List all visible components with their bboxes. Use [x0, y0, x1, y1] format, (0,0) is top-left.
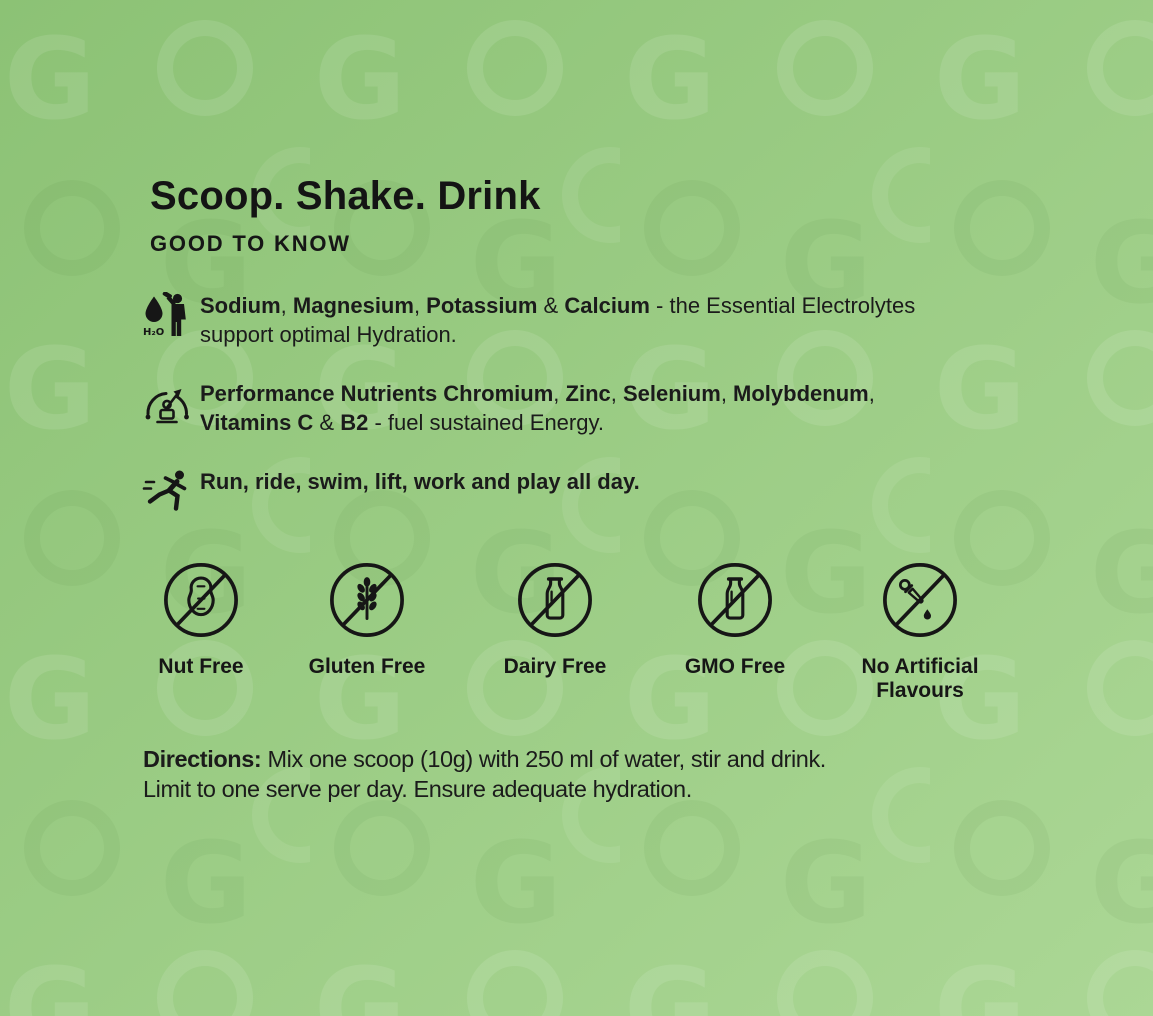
runner-icon — [141, 468, 193, 514]
directions-line-1: Directions: Mix one scoop (10g) with 250 ml of water, stir and drink. — [143, 746, 826, 772]
no-nut-icon — [162, 561, 240, 639]
bullet-hydration-text: Sodium, Magnesium, Potassium & Calcium - the Essential Electrolytes support optimal Hydration. — [200, 293, 916, 347]
benefit-list — [141, 291, 1041, 544]
no-gmo-icon — [696, 561, 774, 639]
badge-dairy-free — [463, 561, 647, 679]
bullet-performance-text: Performance Nutrients Chromium, Zinc, Selenium, Molybdenum, Vitamins C & B2 - fuel sustained Energy. — [200, 381, 875, 435]
directions-text — [143, 744, 963, 804]
page-title: Scoop. Shake. Drink — [150, 174, 541, 218]
directions-line-2: Limit to one serve per day. Ensure adequate hydration. — [143, 776, 692, 802]
directions-label: Directions: — [143, 746, 262, 772]
bullet-hydration — [141, 291, 1041, 349]
badge-no-artificial-flavours — [828, 561, 1012, 703]
no-dairy-icon — [516, 561, 594, 639]
badge-label: Nut Free — [158, 655, 244, 678]
no-artificial-flavours-icon — [881, 561, 959, 639]
bullet-performance — [141, 379, 1041, 437]
performance-icon — [141, 380, 193, 426]
badge-gmo-free — [643, 561, 827, 679]
badge-gluten-free — [275, 561, 459, 679]
free-from-badges — [0, 561, 1153, 711]
section-subtitle: GOOD TO KNOW — [150, 231, 351, 256]
no-gluten-icon — [328, 561, 406, 639]
badge-label: Gluten Free — [308, 655, 426, 678]
svg-text:H₂O: H₂O — [143, 327, 165, 338]
bullet-activity-text: Run, ride, swim, lift, work and play all day. — [200, 469, 640, 494]
hydration-icon — [141, 292, 193, 338]
badge-label: No Artificial Flavours — [861, 655, 979, 702]
badge-label: GMO Free — [684, 655, 786, 678]
bullet-activity — [141, 467, 1041, 514]
badge-nut-free — [109, 561, 293, 679]
badge-label: Dairy Free — [503, 655, 607, 678]
